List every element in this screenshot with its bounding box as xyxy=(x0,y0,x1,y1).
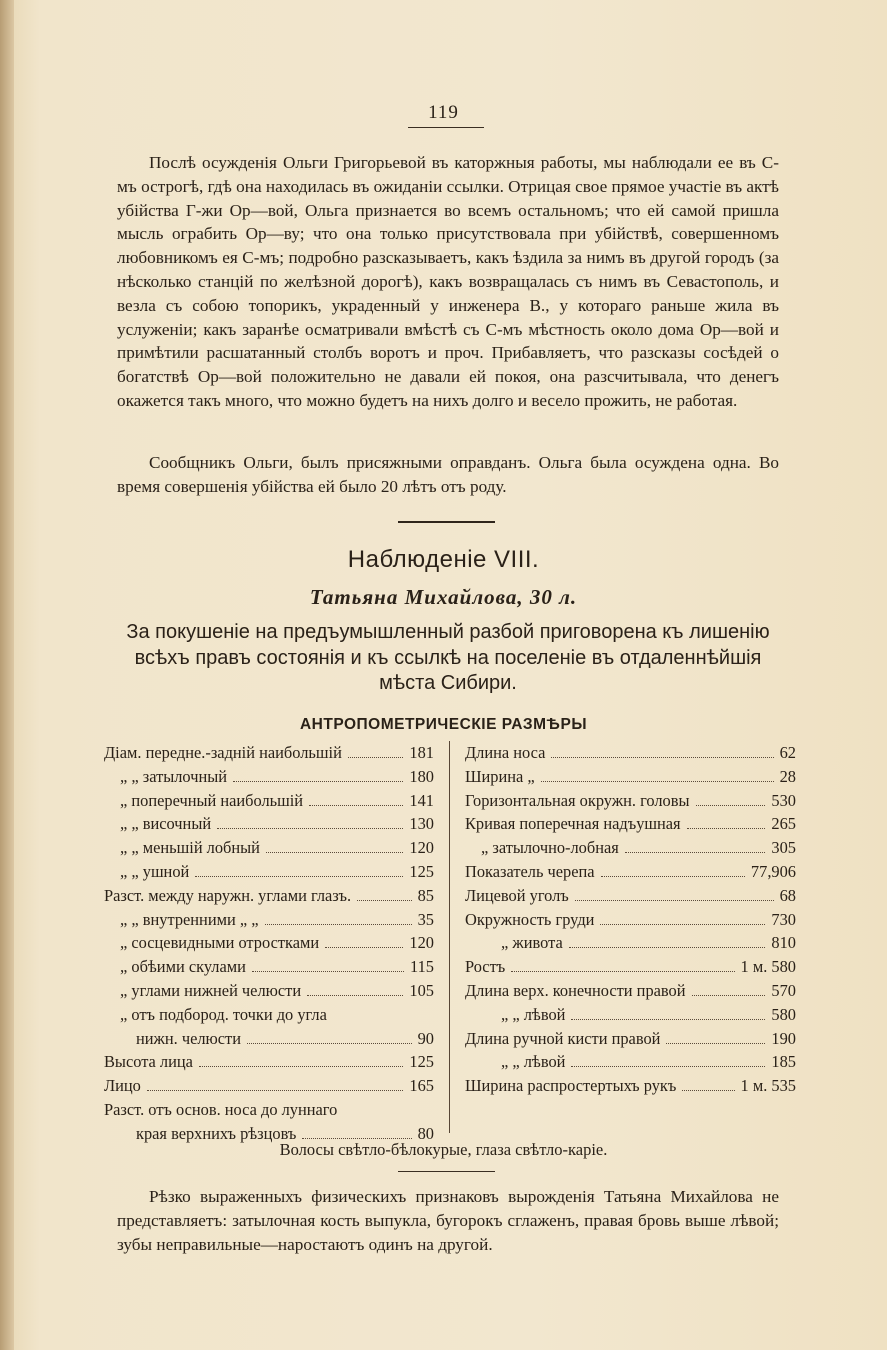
measurement-row: „ затылочно-лобная 305 xyxy=(481,838,796,858)
measurement-row: Длина ручной кисти правой 190 xyxy=(465,1028,796,1048)
measurement-row: „ „ височный 130 xyxy=(120,814,434,834)
measurement-row: „ „ лѣвой 580 xyxy=(501,1004,796,1024)
measurement-row: „ сосцевидными отростками 120 xyxy=(120,933,434,953)
measurement-row: Діам. передне.-задній наибольшій 181 xyxy=(104,743,434,762)
paragraph-text: Сообщникъ Ольги, былъ присяжными оправданъ. Ольга была осуждена одна. Во время совершенія убійства ей было 20 лѣтъ отъ роду. xyxy=(117,453,779,496)
measurement-row: Показатель черепа 77,906 xyxy=(465,861,796,881)
measurement-row: „ „ внутренними „ „ 35 xyxy=(120,909,434,929)
measurement-row: „ обѣими скулами 115 xyxy=(120,957,434,977)
page-number: 119 xyxy=(428,102,459,123)
measurement-row: „ поперечный наибольшій 141 xyxy=(120,790,434,810)
measurement-row: Разст. отъ основ. носа до луннаго xyxy=(104,1099,338,1119)
hair-eyes-caption: Волосы свѣтло-бѣлокурые, глаза свѣтло-каріе. xyxy=(279,1140,608,1159)
measurement-row: Разст. между наружн. углами глазъ. 85 xyxy=(104,885,434,905)
caption-rule xyxy=(398,1171,495,1172)
observation-heading: Наблюденіе VIII. xyxy=(347,546,540,573)
measurement-row: „ „ лѣвой 185 xyxy=(501,1052,796,1072)
paragraph-text: Послѣ осужденія Ольги Григорьевой въ каторжныя работы, мы наблюдали ее въ С-мъ острогѣ, гдѣ она находилась въ ожиданіи ссылки. Отрицая свое прямое участіе въ актѣ убійства Г-жи Ор—вой, Ольга признается во всемъ остальномъ; что ей самой пришла мысль ограбить Ор—ву; что она только присутствовала при убійствѣ, совершенномъ любовникомъ ея С-мъ; подробно разсказываетъ, какъ ѣздила за нимъ въ другой городъ (за нѣсколько станцій по желѣзной дорогѣ), какъ возвращалась съ нимъ въ Севастополь, и везла съ собою топорикъ, украденный у инженера В., у котораго раньше жила въ услуженіи; какъ заранѣе осматривали вмѣстѣ съ С-мъ мѣстность около дома Ор—вой и примѣтили расшатанный столбъ воротъ и проч. Прибавляетъ, что разсказы сосѣдей о богатствѣ Ор—вой положительно не давали ей покоя, она разсчитывала, что денегъ окажется такъ много, что можно будетъ на нихъ долго и весело прожить, не работая. xyxy=(117,153,779,410)
measurement-row: Ширина распростертыхъ рукъ 1 м. 535 xyxy=(465,1076,796,1096)
measurement-row: „ „ затылочный 180 xyxy=(120,766,434,786)
measurement-row: „ „ ушной 125 xyxy=(120,861,434,881)
measurement-row: Длина носа 62 xyxy=(465,743,796,762)
measurement-row: Ростъ 1 м. 580 xyxy=(465,957,796,977)
measurement-row: „ отъ подбород. точки до угла xyxy=(120,1004,327,1024)
page-number-rule xyxy=(408,127,484,128)
measurements-title: АНТРОПОМЕТРИЧЕСКІЕ РАЗМѢРЫ xyxy=(299,716,588,733)
measurement-row: Лицевой уголъ 68 xyxy=(465,885,796,905)
measurement-row: края верхнихъ рѣзцовъ 80 xyxy=(136,1123,434,1143)
measurement-row: „ „ меньшій лобный 120 xyxy=(120,838,434,858)
measurement-row: Высота лица 125 xyxy=(104,1052,434,1072)
measurement-row: нижн. челюсти 90 xyxy=(136,1028,434,1048)
paragraph-text: Рѣзко выраженныхъ физическихъ признаковъ вырожденія Татьяна Михайлова не представляетъ: затылочная кость выпукла, бугорокъ сглаженъ, правая бровь выше лѣвой; зубы неправильные—наростаютъ одинъ на другой. xyxy=(117,1187,779,1254)
measurement-row: Горизонтальная окружн. головы 530 xyxy=(465,790,796,810)
column-divider xyxy=(449,741,450,1133)
measurement-row: Кривая поперечная надъушная 265 xyxy=(465,814,796,834)
section-divider xyxy=(398,521,495,523)
paragraph-degeneration xyxy=(117,1185,779,1256)
measurement-row: „ углами нижней челюсти 105 xyxy=(120,980,434,1000)
subject-name: Татьяна Михайлова, 30 л. xyxy=(309,585,578,609)
sentence-text: За покушеніе на предъумышленный разбой приговорена къ лишенію всѣхъ правъ состоянія и къ ссылкѣ на поселеніе въ отдаленнѣйшія мѣста Сибири. xyxy=(126,621,770,694)
measurement-row: „ живота 810 xyxy=(501,933,796,953)
paragraph-verdict-details xyxy=(117,151,779,413)
paragraph-accomplice xyxy=(117,451,779,499)
measurement-row: Окружность груди 730 xyxy=(465,909,796,929)
measurements-left-column xyxy=(104,741,434,1146)
measurements-right-column xyxy=(465,741,796,1098)
measurement-row: Лицо 165 xyxy=(104,1076,434,1096)
measurement-row: Ширина „ 28 xyxy=(465,766,796,786)
measurement-row: Длина верх. конечности правой 570 xyxy=(465,980,796,1000)
